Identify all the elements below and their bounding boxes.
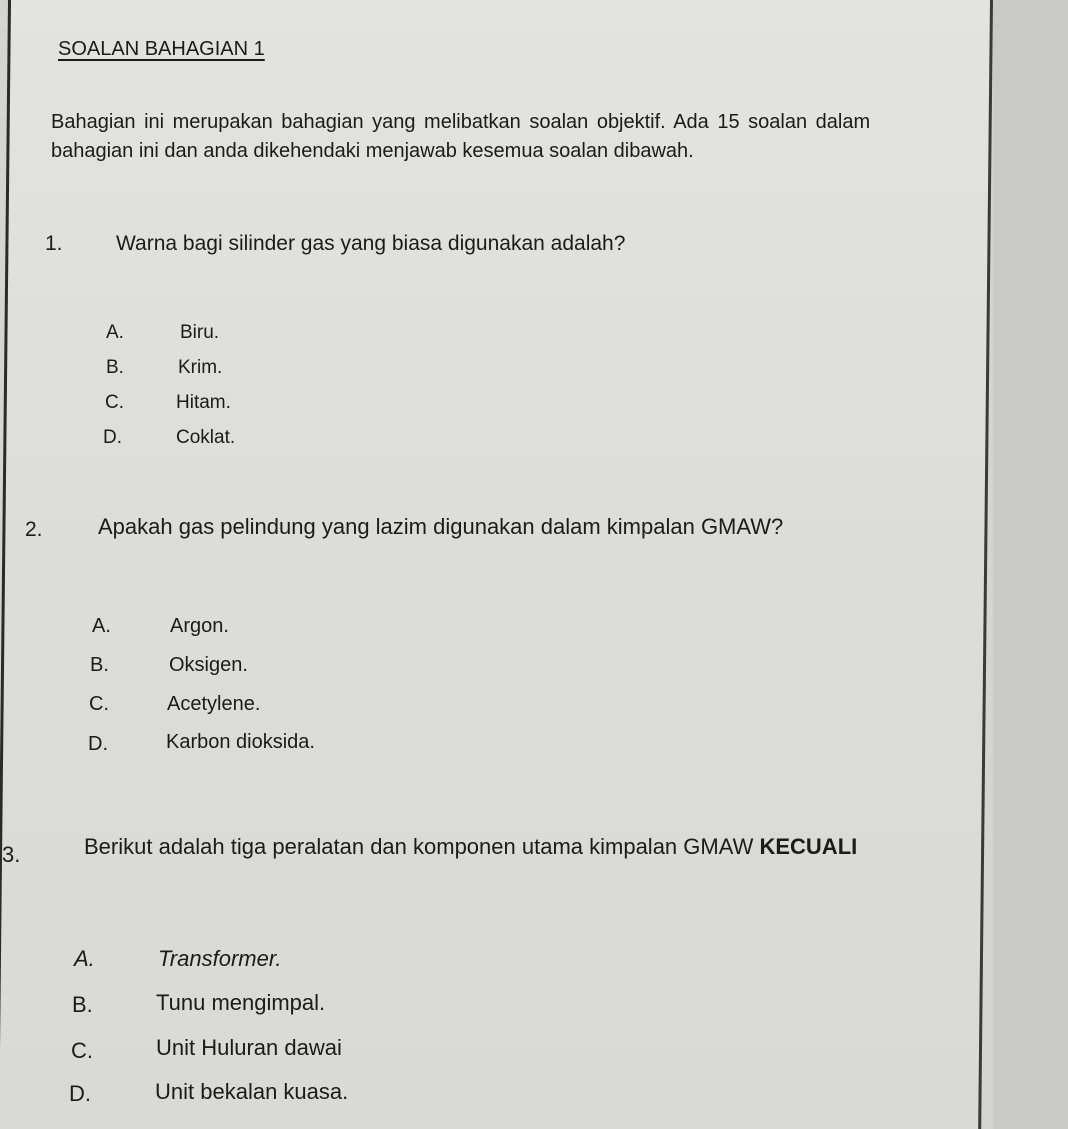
q2-option-d-letter: D. bbox=[88, 733, 108, 755]
q3-option-c-text: Unit Huluran dawai bbox=[156, 1035, 342, 1060]
question-1-text: Warna bagi silinder gas yang biasa digunakan adalah? bbox=[116, 232, 626, 255]
q3-option-b-letter: B. bbox=[72, 992, 93, 1017]
q1-option-d-letter: D. bbox=[103, 427, 122, 448]
question-2-text: Apakah gas pelindung yang lazim digunakan dalam kimpalan GMAW? bbox=[98, 514, 784, 539]
section-title: SOALAN BAHAGIAN 1 bbox=[58, 38, 265, 60]
q1-option-b-letter: B. bbox=[106, 357, 124, 378]
q1-option-b-text: Krim. bbox=[178, 357, 223, 378]
instructions-line-1: Bahagian ini merupakan bahagian yang melibatkan soalan objektif. Ada 15 soalan dalam bbox=[51, 111, 871, 133]
q3-option-b-text: Tunu mengimpal. bbox=[156, 990, 326, 1015]
q1-option-c-letter: C. bbox=[105, 392, 124, 413]
question-3-text bbox=[84, 834, 857, 860]
q3-option-d-letter: D. bbox=[69, 1081, 91, 1106]
q2-option-a-text: Argon. bbox=[170, 615, 229, 637]
q2-option-a-letter: A. bbox=[92, 615, 111, 637]
q3-option-d-text: Unit bekalan kuasa. bbox=[155, 1079, 349, 1104]
q1-option-a-text: Biru. bbox=[180, 322, 220, 343]
q2-option-b-letter: B. bbox=[90, 654, 109, 676]
q1-option-d-text: Coklat. bbox=[176, 427, 236, 448]
q3-option-a-letter: A. bbox=[74, 946, 95, 971]
q2-option-b-text: Oksigen. bbox=[169, 654, 248, 676]
q1-option-c-text: Hitam. bbox=[176, 392, 231, 413]
q2-option-c-text: Acetylene. bbox=[167, 693, 261, 715]
q1-option-a-letter: A. bbox=[106, 322, 124, 343]
table-background bbox=[993, 0, 1068, 1129]
question-1-number: 1. bbox=[45, 232, 63, 255]
instructions bbox=[51, 108, 1001, 166]
q2-option-c-letter: C. bbox=[89, 693, 109, 715]
instructions-line-2: bahagian ini dan anda dikehendaki menjawab kesemua soalan dibawah. bbox=[51, 140, 694, 162]
q3-option-c-letter: C. bbox=[71, 1038, 93, 1063]
question-2-number: 2. bbox=[25, 518, 43, 541]
q2-option-d-text: Karbon dioksida. bbox=[166, 731, 315, 753]
q3-option-a-text: Transformer. bbox=[158, 946, 282, 971]
question-3-emphasis: KECUALI bbox=[759, 834, 858, 859]
question-3-stem: Berikut adalah tiga peralatan dan komponen utama kimpalan GMAW bbox=[84, 834, 754, 859]
question-3-number: 3. bbox=[2, 842, 21, 867]
